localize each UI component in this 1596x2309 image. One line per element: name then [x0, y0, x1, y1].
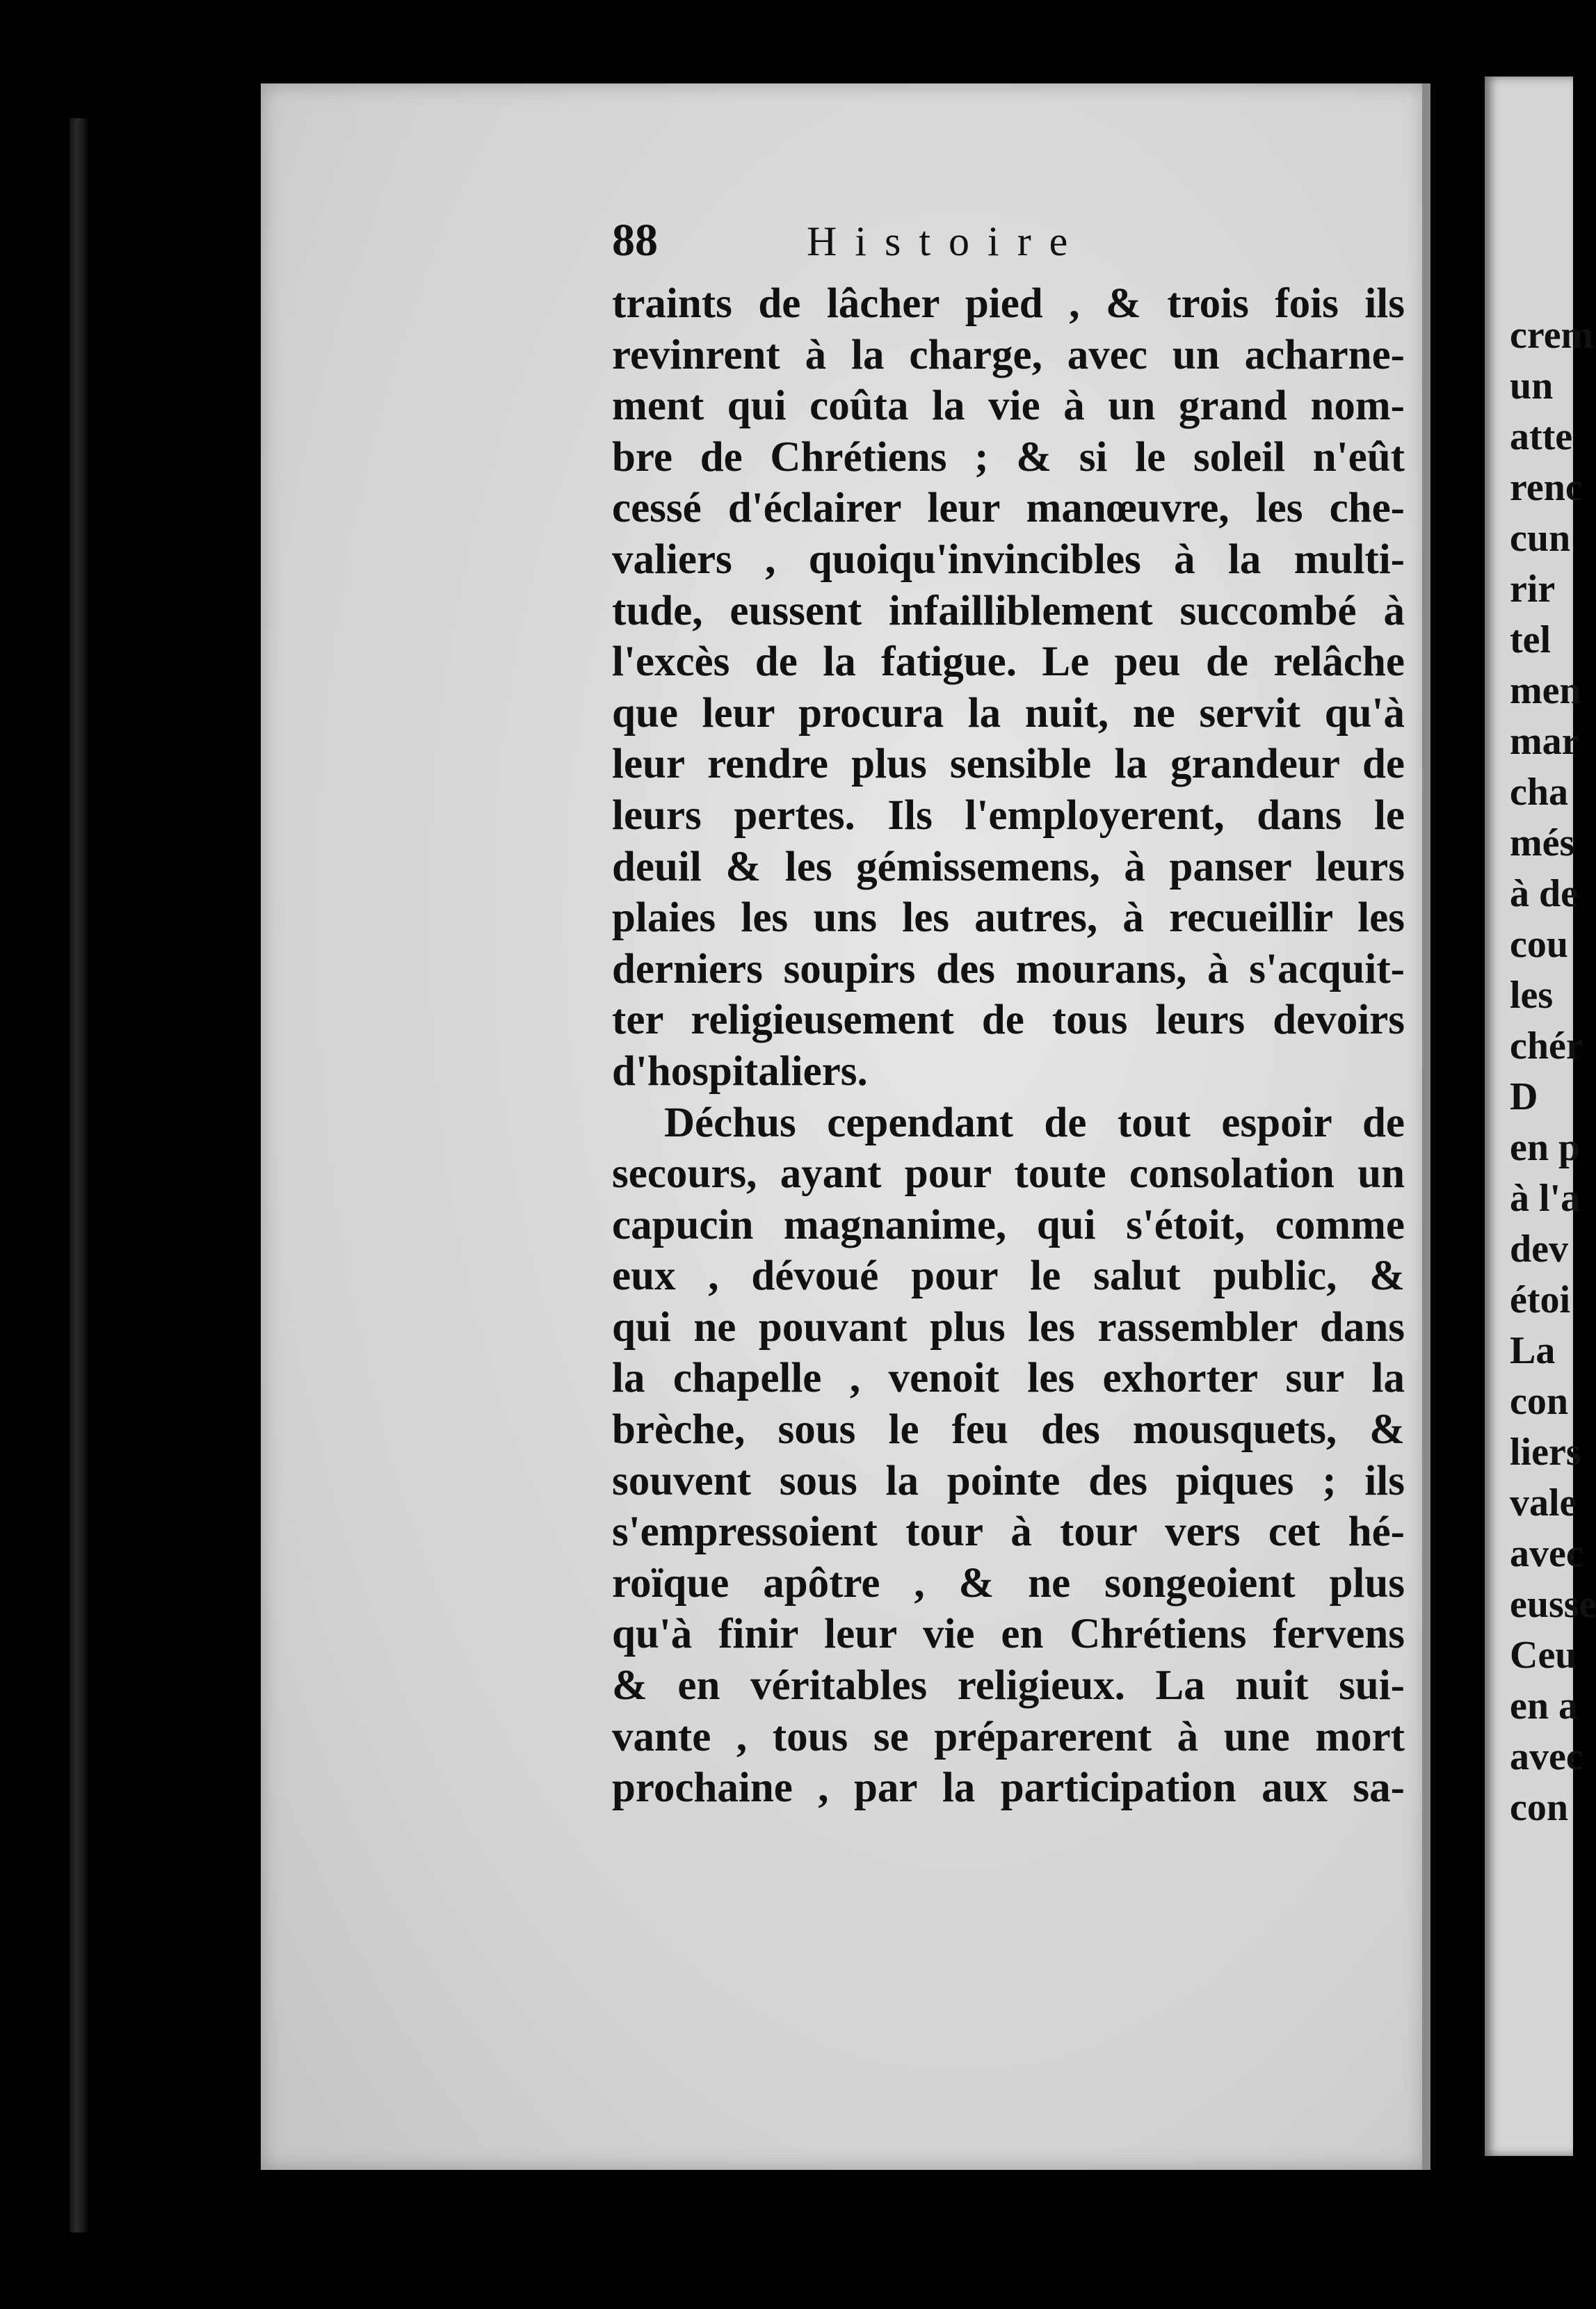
text-line: secours, ayant pour toute consolation un [612, 1150, 1405, 1198]
facing-page-fragment: les [1510, 974, 1554, 1017]
facing-page-fragment: avec [1510, 1735, 1583, 1778]
text-line: leur rendre plus sensible la grandeur de [612, 741, 1405, 788]
facing-page-fragment: més [1510, 821, 1575, 864]
text-line: qu'à finir leur vie en Chrétiens fervens [612, 1611, 1405, 1658]
text-line: deuil & les gémissemens, à panser leurs [612, 843, 1405, 890]
facing-page-fragment: D [1510, 1075, 1538, 1118]
text-line: Déchus cependant de tout espoir de [664, 1099, 1405, 1146]
text-line: capucin magnanime, qui s'étoit, comme [612, 1201, 1405, 1248]
text-line: tude, eussent infailliblement succombé à [612, 587, 1405, 634]
text-line: derniers soupirs des mourans, à s'acquit- [612, 945, 1405, 992]
facing-page-fragment: crem [1510, 314, 1594, 357]
text-line: que leur procura la nuit, ne servit qu'à [612, 689, 1405, 737]
text-line: valiers , quoiqu'invincibles à la multi- [612, 536, 1405, 583]
facing-page-fragment: con [1510, 1786, 1568, 1829]
page-number: 88 [612, 215, 658, 266]
text-line: qui ne pouvant plus les rassembler dans [612, 1303, 1405, 1351]
body-text [612, 278, 1405, 1814]
facing-page-fragment: étoi [1510, 1278, 1571, 1321]
facing-page-fragment: chér [1510, 1024, 1583, 1068]
text-line: souvent sous la pointe des piques ; ils [612, 1457, 1405, 1504]
facing-page-fragment: dev [1510, 1228, 1568, 1271]
facing-page-fragment: avec [1510, 1532, 1583, 1575]
book-spine-edge [70, 118, 88, 2232]
text-line: la chapelle , venoit les exhorter sur la [612, 1355, 1405, 1402]
facing-page-fragment: vale [1510, 1481, 1577, 1524]
text-line: leurs pertes. Ils l'employerent, dans le [612, 791, 1405, 839]
text-line: brèche, sous le feu des mousquets, & [612, 1406, 1405, 1454]
facing-page-fragment: cun [1510, 517, 1571, 560]
facing-page-fragment: atte [1510, 415, 1573, 458]
page-gutter [1422, 83, 1430, 2170]
facing-page-fragment: men [1510, 669, 1581, 712]
text-line: ment qui coûta la vie à un grand nom- [612, 383, 1405, 430]
facing-page-fragment: tel [1510, 618, 1551, 661]
page-header [612, 214, 1307, 277]
text-line: ter religieusement de tous leurs devoirs [612, 997, 1405, 1044]
text-line: revinrent à la charge, avec un acharne- [612, 331, 1405, 378]
facing-page-fragment: à l'a [1510, 1177, 1581, 1220]
facing-page [1485, 77, 1596, 2156]
running-head: Histoire [807, 218, 1086, 264]
facing-page-fragment: liers [1510, 1431, 1581, 1474]
facing-page-fragment: cha [1510, 771, 1568, 814]
facing-page-fragment: con [1510, 1380, 1568, 1423]
text-line: traints de lâcher pied , & trois fois ils [612, 280, 1405, 327]
text-line: s'empressoient tour à tour vers cet hé- [612, 1509, 1405, 1556]
text-line: plaies les uns les autres, à recueillir les [612, 894, 1405, 942]
facing-page-fragment: en a [1510, 1684, 1578, 1728]
facing-page-fragment: La [1510, 1329, 1556, 1372]
facing-page-fragment: Ceu [1510, 1634, 1577, 1677]
text-line: l'excès de la fatigue. Le peu de relâche [612, 638, 1405, 686]
text-line: & en véritables religieux. La nuit sui- [612, 1662, 1405, 1709]
facing-page-fragment: eusse [1510, 1583, 1596, 1626]
facing-page-fragment: mar [1510, 720, 1579, 763]
text-line: vante , tous se préparerent à une mort [612, 1713, 1405, 1760]
text-line: bre de Chrétiens ; & si le soleil n'eût [612, 433, 1405, 481]
facing-page-fragment: à de [1510, 872, 1578, 915]
text-line: roïque apôtre , & ne songeoient plus [612, 1559, 1405, 1607]
text-line: d'hospitaliers. [612, 1047, 868, 1095]
text-line: prochaine , par la participation aux sa- [612, 1764, 1405, 1812]
facing-page-fragment: un [1510, 364, 1554, 408]
facing-page-fragment: en p [1510, 1126, 1581, 1169]
facing-page-fragment: cou [1510, 923, 1568, 966]
text-line: cessé d'éclairer leur manœuvre, les che- [612, 485, 1405, 532]
facing-page-fragment: rir [1510, 568, 1556, 611]
text-line: eux , dévoué pour le salut public, & [612, 1253, 1405, 1300]
facing-page-fragment: renc [1510, 466, 1583, 509]
